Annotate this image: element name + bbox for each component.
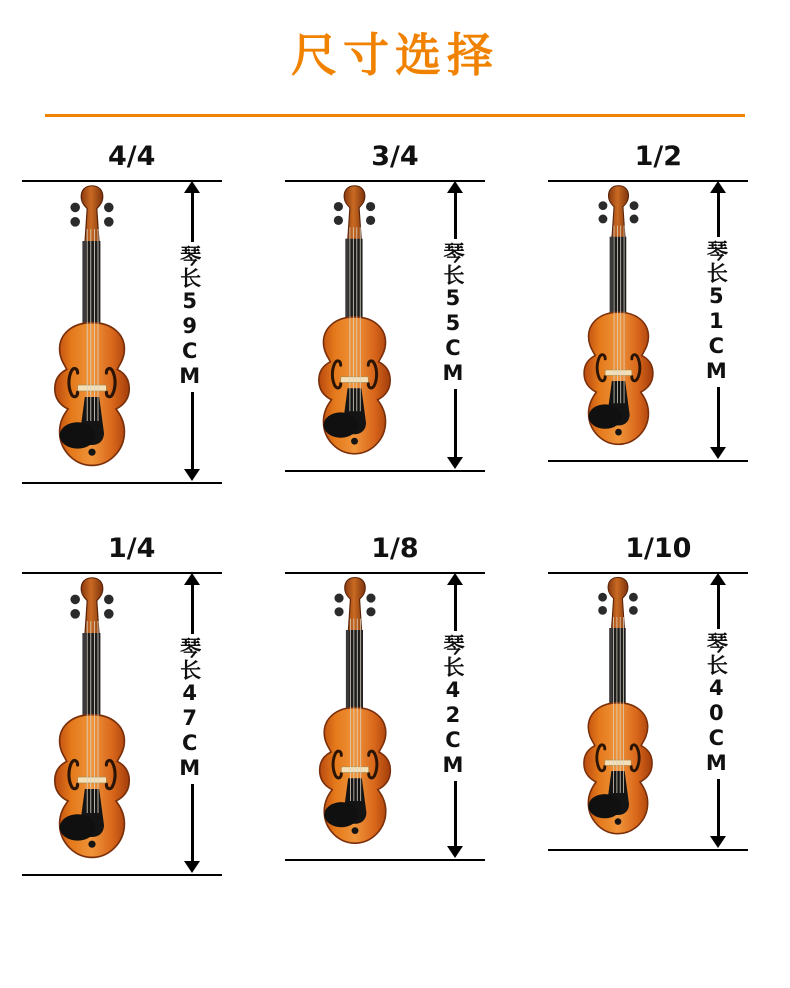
measure-diagram [275,176,515,474]
length-text: 琴长42CM [438,631,468,781]
violin-image [32,181,152,481]
size-label: 4/4 [107,141,156,172]
violin-illustration [275,573,435,858]
measure-diagram [538,568,778,853]
size-option-0[interactable] [0,143,263,535]
size-label: 3/4 [371,141,419,172]
arrow-head-down-icon [184,469,200,481]
violin-image [298,573,412,858]
violin-illustration [12,181,172,481]
arrow-head-down-icon [447,846,463,858]
violin-image [32,573,152,873]
bottom-guide-line [548,460,748,462]
measure-diagram [538,176,778,464]
measure-diagram [12,568,252,878]
length-text: 琴长40CM [701,629,731,779]
measure-diagram [275,568,515,863]
bottom-guide-line [548,849,748,851]
length-text: 琴长55CM [438,239,468,389]
length-text: 琴长47CM [175,634,205,784]
measure-diagram [12,176,252,486]
violin-illustration [275,181,435,469]
length-text: 琴长59CM [175,242,205,392]
size-option-5[interactable] [527,535,790,927]
violin-illustration [538,573,698,848]
bottom-guide-line [22,482,222,484]
violin-image [563,573,673,848]
size-option-3[interactable] [0,535,263,927]
size-option-2[interactable] [527,143,790,535]
bottom-guide-line [22,874,222,876]
size-label: 1/10 [625,533,692,564]
violin-image [297,181,412,469]
arrow-head-down-icon [710,447,726,459]
size-label: 1/2 [634,141,683,172]
size-option-1[interactable] [263,143,526,535]
page-title: 尺寸选择 [291,28,499,82]
bottom-guide-line [285,859,485,861]
violin-image [563,181,674,459]
violin-illustration [538,181,698,459]
violin-illustration [12,573,172,873]
size-option-4[interactable] [263,535,526,927]
arrow-head-down-icon [447,457,463,469]
size-grid [0,143,790,927]
title-divider [45,114,745,117]
arrow-head-down-icon [184,861,200,873]
size-label: 1/8 [371,533,419,564]
arrow-head-down-icon [710,836,726,848]
size-label: 1/4 [107,533,156,564]
length-text: 琴长51CM [701,237,731,387]
bottom-guide-line [285,470,485,472]
